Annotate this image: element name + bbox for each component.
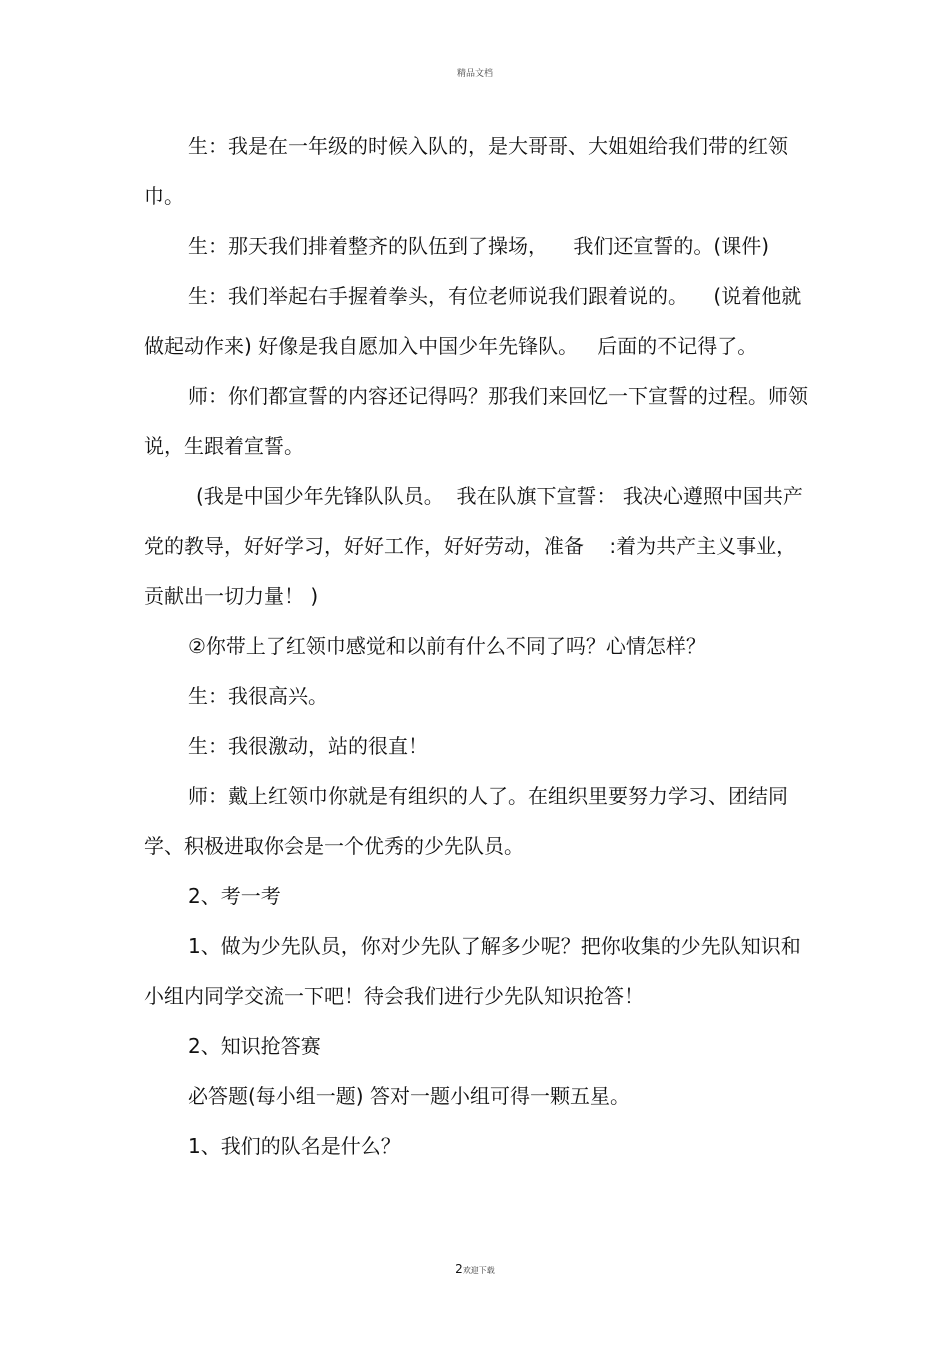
document-body bbox=[144, 121, 814, 1171]
paragraph: 1、做为少先队员，你对少先队了解多少呢？把你收集的少先队知识和小组内同学交流一下吧！待会我们进行少先队知识抢答！ bbox=[144, 934, 801, 1008]
paragraph: 生：那天我们排着整齐的队伍到了操场， 我们还宣誓的。(课件) bbox=[188, 234, 770, 258]
paragraph: 生：我们举起右手握着拳头，有位老师说我们跟着说的。 (说着他就做起动作来) 好像是我自愿加入中国少年先锋队。 后面的不记得了。 bbox=[144, 284, 802, 358]
page-footer bbox=[0, 1262, 950, 1276]
paragraph: 生：我很激动，站的很直！ bbox=[188, 734, 428, 758]
page-header: 精品文档 bbox=[456, 69, 493, 79]
paragraph: ②你带上了红领巾感觉和以前有什么不同了吗？心情怎样？ bbox=[188, 634, 706, 658]
page-number: 2 bbox=[455, 1262, 463, 1276]
oath-paragraph: (我是中国少年先锋队队员。 我在队旗下宣誓： 我决心遵照中国共产党的教导，好好学习，好好工作，好好劳动，准备 :着为共产主义事业，贡献出一切力量！ ) bbox=[144, 484, 803, 608]
paragraph: 生：我是在一年级的时候入队的，是大哥哥、大姐姐给我们带的红领巾。 bbox=[144, 134, 788, 208]
section-heading: 2、知识抢答赛 bbox=[188, 1034, 321, 1058]
question-item: 1、我们的队名是什么？ bbox=[188, 1134, 401, 1158]
paragraph: 生：我很高兴。 bbox=[188, 684, 328, 708]
footer-text: 欢迎下载 bbox=[462, 1266, 495, 1275]
paragraph: 师：你们都宣誓的内容还记得吗？那我们来回忆一下宣誓的过程。师领说，生跟着宣誓。 bbox=[144, 384, 808, 458]
paragraph: 师：戴上红领巾你就是有组织的人了。在组织里要努力学习、团结同学、积极进取你会是一个优秀的少先队员。 bbox=[144, 784, 788, 858]
section-heading: 2、考一考 bbox=[188, 884, 281, 908]
paragraph: 必答题(每小组一题) 答对一题小组可得一颗五星。 bbox=[188, 1084, 630, 1108]
